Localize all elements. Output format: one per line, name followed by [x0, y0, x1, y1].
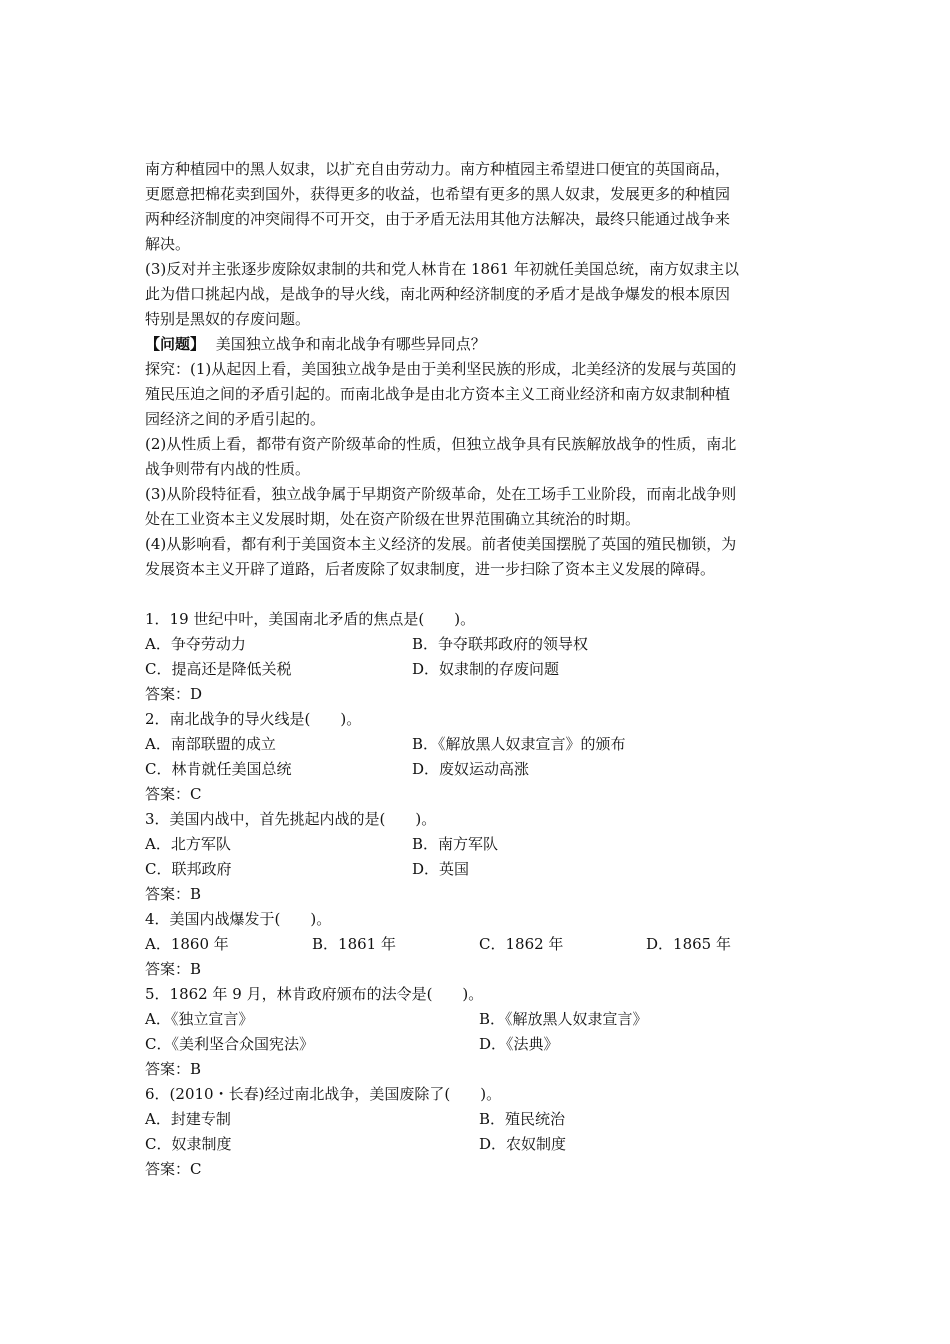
quiz-answer: 答案：B	[145, 1060, 202, 1078]
option-b: B．南方军队	[412, 835, 499, 853]
quiz-answer: 答案：B	[145, 960, 202, 978]
text-line: 更愿意把棉花卖到国外，获得更多的收益，也希望有更多的黑人奴隶，发展更多的种植园	[145, 185, 731, 203]
question-section	[145, 332, 815, 582]
text-line: 处在工业资本主义发展时期，处在资产阶级在世界范围确立其统治的时期。	[145, 510, 641, 528]
section-spacer	[145, 582, 815, 607]
option-a: A．1860 年	[145, 935, 229, 953]
quiz-question: 4．美国内战爆发于( )。	[145, 910, 332, 928]
option-a: A．封建专制	[145, 1110, 231, 1128]
option-a: A．《独立宣言》	[145, 1010, 254, 1028]
option-c: C．提高还是降低关税	[145, 660, 292, 678]
option-b: B．《解放黑人奴隶宣言》的颁布	[412, 735, 626, 753]
quiz-item	[145, 907, 815, 982]
quiz-answer: 答案：C	[145, 1160, 202, 1178]
option-row	[145, 1107, 815, 1132]
option-c: C．1862 年	[479, 935, 564, 953]
quiz-question: 1．19 世纪中叶，美国南北矛盾的焦点是( )。	[145, 610, 476, 628]
quiz-item	[145, 807, 815, 907]
option-c: C．林肯就任美国总统	[145, 760, 292, 778]
quiz-question: 6．(2010・长春)经过南北战争，美国废除了( )。	[145, 1085, 502, 1103]
option-b: B．殖民统治	[479, 1110, 566, 1128]
option-row	[145, 632, 815, 657]
option-b: B．《解放黑人奴隶宣言》	[479, 1010, 648, 1028]
quiz-question: 2．南北战争的导火线是( )。	[145, 710, 362, 728]
option-d: D．奴隶制的存废问题	[412, 660, 560, 678]
option-a: A．北方军队	[145, 835, 231, 853]
text-line: (3)反对并主张逐步废除奴隶制的共和党人林肯在 1861 年初就任美国总统，南方奴隶主以	[145, 260, 739, 278]
option-c: C．奴隶制度	[145, 1135, 232, 1153]
question-heading	[145, 332, 815, 357]
text-line: 园经济之间的矛盾引起的。	[145, 410, 326, 428]
intro-paragraph	[145, 157, 815, 332]
text-line: 特别是黑奴的存废问题。	[145, 310, 311, 328]
quiz-question: 3．美国内战中，首先挑起内战的是( )。	[145, 810, 437, 828]
quiz-item	[145, 982, 815, 1082]
option-c: C．联邦政府	[145, 860, 232, 878]
text-line: 两种经济制度的冲突闹得不可开交，由于矛盾无法用其他方法解决，最终只能通过战争来	[145, 210, 731, 228]
option-b: B．1861 年	[312, 935, 396, 953]
text-line: 此为借口挑起内战，是战争的导火线，南北两种经济制度的矛盾才是战争爆发的根本原因	[145, 285, 731, 303]
option-d: D．英国	[412, 860, 470, 878]
quiz-list	[145, 607, 815, 1182]
option-row	[145, 1007, 815, 1032]
quiz-answer: 答案：D	[145, 685, 203, 703]
text-line: 南方种植园中的黑人奴隶，以扩充自由劳动力。南方种植园主希望进口便宜的英国商品，	[145, 160, 731, 178]
option-a: A．争夺劳动力	[145, 635, 246, 653]
option-a: A．南部联盟的成立	[145, 735, 276, 753]
question-title: 美国独立战争和南北战争有哪些异同点？	[215, 335, 486, 353]
text-line: (4)从影响看，都有利于美国资本主义经济的发展。前者使美国摆脱了英国的殖民枷锁，为	[145, 535, 737, 553]
option-row	[145, 932, 815, 957]
option-d: D．废奴运动高涨	[412, 760, 530, 778]
text-line: 战争则带有内战的性质。	[145, 460, 311, 478]
text-line: 发展资本主义开辟了道路，后者废除了奴隶制度，进一步扫除了资本主义发展的障碍。	[145, 560, 716, 578]
option-d: D．1865 年	[646, 935, 731, 953]
option-d: D．《法典》	[479, 1035, 559, 1053]
option-b: B．争夺联邦政府的领导权	[412, 635, 589, 653]
option-row	[145, 857, 815, 882]
option-row	[145, 657, 815, 682]
question-tag: 【问题】	[145, 335, 206, 353]
option-row	[145, 1032, 815, 1057]
quiz-item	[145, 707, 815, 807]
option-c: C．《美利坚合众国宪法》	[145, 1035, 314, 1053]
quiz-answer: 答案：C	[145, 785, 202, 803]
option-row	[145, 732, 815, 757]
text-line: 探究：(1)从起因上看，美国独立战争是由于美利坚民族的形成，北美经济的发展与英国的	[145, 360, 737, 378]
option-row	[145, 832, 815, 857]
quiz-item	[145, 1082, 815, 1182]
text-line: (2)从性质上看，都带有资产阶级革命的性质，但独立战争具有民族解放战争的性质，南北	[145, 435, 737, 453]
text-line: (3)从阶段特征看，独立战争属于早期资产阶级革命，处在工场手工业阶段，而南北战争则	[145, 485, 737, 503]
quiz-answer: 答案：B	[145, 885, 202, 903]
document-page	[145, 157, 815, 1182]
quiz-item	[145, 607, 815, 707]
option-d: D．农奴制度	[479, 1135, 567, 1153]
text-line: 殖民压迫之间的矛盾引起的。而南北战争是由北方资本主义工商业经济和南方奴隶制种植	[145, 385, 731, 403]
option-row	[145, 1132, 815, 1157]
option-row	[145, 757, 815, 782]
text-line: 解决。	[145, 235, 191, 253]
quiz-question: 5．1862 年 9 月，林肯政府颁布的法令是( )。	[145, 985, 484, 1003]
